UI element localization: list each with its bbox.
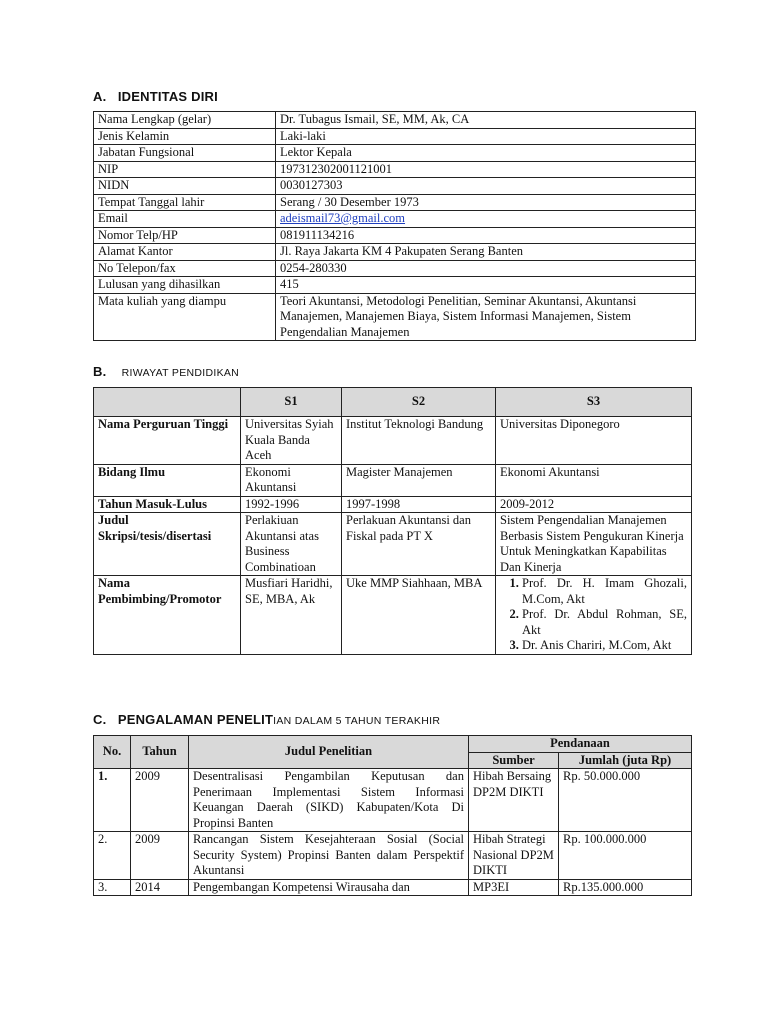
research-row	[94, 832, 692, 880]
education-header-s3: S3	[496, 388, 692, 417]
section-c-letter: C.	[93, 712, 107, 727]
research-row	[94, 879, 692, 896]
identity-label: NIP	[94, 161, 276, 178]
education-s2: Magister Manajemen	[342, 464, 496, 496]
identity-row	[94, 211, 696, 228]
identity-label: No Telepon/fax	[94, 260, 276, 277]
research-judul: Pengembangan Kompetensi Wirausaha dan	[189, 879, 469, 896]
research-tahun: 2014	[131, 879, 189, 896]
education-s1: Universitas Syiah Kuala Banda Aceh	[241, 417, 342, 465]
research-header-no: No.	[94, 736, 131, 769]
identity-label: Lulusan yang dihasilkan	[94, 277, 276, 294]
identity-row	[94, 112, 696, 129]
identity-row	[94, 244, 696, 261]
education-s3: Ekonomi Akuntansi	[496, 464, 692, 496]
education-s1: Ekonomi Akuntansi	[241, 464, 342, 496]
identity-label: Email	[94, 211, 276, 228]
education-s2: 1997-1998	[342, 496, 496, 513]
identity-value: Jl. Raya Jakarta KM 4 Pakupaten Serang Banten	[276, 244, 696, 261]
education-row-label: Judul Skripsi/tesis/disertasi	[94, 513, 241, 576]
section-b-letter: B.	[93, 364, 107, 379]
identity-row	[94, 260, 696, 277]
identity-row	[94, 293, 696, 341]
identity-label: NIDN	[94, 178, 276, 195]
education-s2: Perlakuan Akuntansi dan Fiskal pada PT X	[342, 513, 496, 576]
promotor-list	[500, 576, 687, 654]
education-row	[94, 496, 692, 513]
identity-value: Teori Akuntansi, Metodologi Penelitian, Seminar Akuntansi, Akuntansi Manajemen, Manajemen Biaya, Sistem Informasi Manajemen, Sistem Pengendalian Manajemen	[276, 293, 696, 341]
education-row	[94, 513, 692, 576]
promotor-s3-item: 3. Dr. Anis Chariri, M.Com, Akt	[522, 638, 687, 654]
identity-label: Alamat Kantor	[94, 244, 276, 261]
education-row-promotor	[94, 576, 692, 655]
research-sumber: MP3EI	[469, 879, 559, 896]
education-s1: 1992-1996	[241, 496, 342, 513]
education-table	[93, 387, 692, 655]
research-header-tahun: Tahun	[131, 736, 189, 769]
section-b-heading: RIWAYAT PENDIDIKAN	[121, 367, 240, 379]
research-judul: Rancangan Sistem Kesejahteraan Sosial (Social Security System) Propinsi Banten dalam Perspektif Akuntansi	[189, 832, 469, 880]
identity-value: 0254-280330	[276, 260, 696, 277]
research-no: 3.	[94, 879, 131, 896]
identity-row	[94, 145, 696, 162]
research-header-sumber: Sumber	[469, 752, 559, 769]
identity-label: Jabatan Fungsional	[94, 145, 276, 162]
education-header-row	[94, 388, 692, 417]
education-s3: Sistem Pengendalian Manajemen Berbasis Sistem Pengukuran Kinerja Untuk Meningkatkan Kapabilitas Dan Kinerja	[496, 513, 692, 576]
education-row-label: Tahun Masuk-Lulus	[94, 496, 241, 513]
identity-value: 197312302001121001	[276, 161, 696, 178]
education-header-empty	[94, 388, 241, 417]
section-c-heading-small: IAN DALAM 5 TAHUN TERAKHIR	[273, 715, 441, 727]
identity-row	[94, 178, 696, 195]
research-no: 2.	[94, 832, 131, 880]
identity-row	[94, 227, 696, 244]
research-sumber: Hibah Bersaing DP2M DIKTI	[469, 769, 559, 832]
education-row	[94, 464, 692, 496]
promotor-label: Nama Pembimbing/Promotor	[94, 576, 241, 655]
education-s3: Universitas Diponegoro	[496, 417, 692, 465]
promotor-s1: Musfiari Haridhi, SE, MBA, Ak	[241, 576, 342, 655]
research-table	[93, 735, 692, 896]
email-link[interactable]: adeismail73@gmail.com	[280, 211, 406, 225]
section-c-heading-big: PENGALAMAN PENELIT	[117, 712, 274, 727]
education-s2: Institut Teknologi Bandung	[342, 417, 496, 465]
promotor-s3-item: 1. Prof. Dr. H. Imam Ghozali, M.Com, Akt	[522, 576, 687, 607]
identity-row	[94, 277, 696, 294]
identity-row	[94, 128, 696, 145]
promotor-s2: Uke MMP Siahhaan, MBA	[342, 576, 496, 655]
identity-value: Dr. Tubagus Ismail, SE, MM, Ak, CA	[276, 112, 696, 129]
identity-value	[276, 211, 696, 228]
education-row	[94, 417, 692, 465]
research-jumlah: Rp.135.000.000	[559, 879, 692, 896]
education-header-s1: S1	[241, 388, 342, 417]
identity-row	[94, 161, 696, 178]
research-header-jumlah: Jumlah (juta Rp)	[559, 752, 692, 769]
education-row-label: Bidang Ilmu	[94, 464, 241, 496]
research-header-pendanaan: Pendanaan	[469, 736, 692, 753]
research-judul: Desentralisasi Pengambilan Keputusan dan Penerimaan Implementasi Sistem Informasi Keuangan Daerah (SIKD) Kabupaten/Kota Di Propinsi Banten	[189, 769, 469, 832]
education-s3: 2009-2012	[496, 496, 692, 513]
section-b-title	[93, 364, 239, 379]
identity-label: Jenis Kelamin	[94, 128, 276, 145]
research-jumlah: Rp. 100.000.000	[559, 832, 692, 880]
research-header-row-1	[94, 736, 692, 753]
promotor-s3	[496, 576, 692, 655]
section-a-letter: A.	[93, 89, 107, 104]
identity-value: 0030127303	[276, 178, 696, 195]
identity-label: Mata kuliah yang diampu	[94, 293, 276, 341]
research-tahun: 2009	[131, 769, 189, 832]
section-c-title	[93, 712, 440, 727]
research-row	[94, 769, 692, 832]
education-header-s2: S2	[342, 388, 496, 417]
identity-value: Serang / 30 Desember 1973	[276, 194, 696, 211]
research-tahun: 2009	[131, 832, 189, 880]
identity-label: Tempat Tanggal lahir	[94, 194, 276, 211]
identity-label: Nama Lengkap (gelar)	[94, 112, 276, 129]
identity-value: Lektor Kepala	[276, 145, 696, 162]
education-s1: Perlakiuan Akuntansi atas Business Combinatioan	[241, 513, 342, 576]
research-sumber: Hibah Strategi Nasional DP2M DIKTI	[469, 832, 559, 880]
section-a-heading: IDENTITAS DIRI	[117, 89, 218, 104]
identity-table	[93, 111, 696, 341]
promotor-s3-item: 2. Prof. Dr. Abdul Rohman, SE, Akt	[522, 607, 687, 638]
research-no: 1.	[94, 769, 131, 832]
education-row-label: Nama Perguruan Tinggi	[94, 417, 241, 465]
research-jumlah: Rp. 50.000.000	[559, 769, 692, 832]
section-a-title	[93, 89, 218, 104]
identity-value: 415	[276, 277, 696, 294]
identity-label: Nomor Telp/HP	[94, 227, 276, 244]
research-header-judul: Judul Penelitian	[189, 736, 469, 769]
identity-row	[94, 194, 696, 211]
identity-value: 081911134216	[276, 227, 696, 244]
identity-value: Laki-laki	[276, 128, 696, 145]
